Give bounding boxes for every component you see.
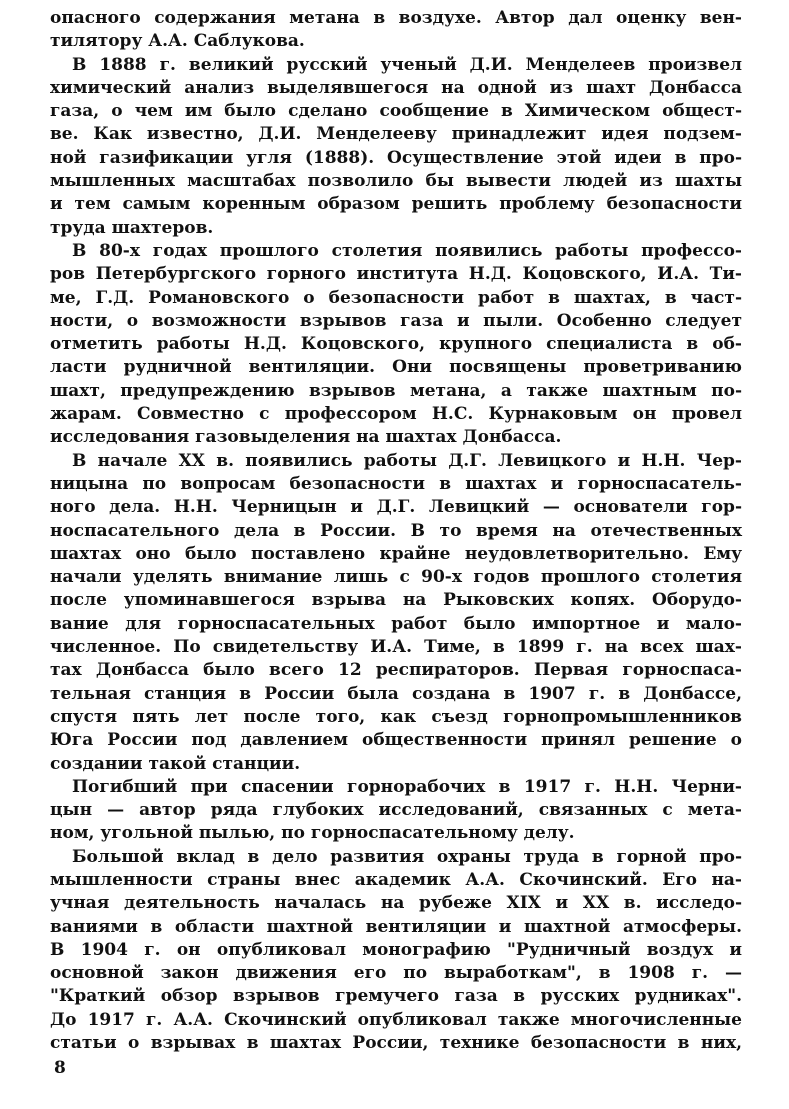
paragraph bbox=[50, 54, 742, 240]
text-line: носпасательного дела в России. В то время на отечественных bbox=[50, 520, 742, 541]
paragraph bbox=[50, 7, 742, 54]
text-line: отметить работы Н.Д. Коцовского, крупного специалиста в об- bbox=[50, 334, 742, 355]
text-line: ласти рудничной вентиляции. Они посвящены проветриванию bbox=[50, 357, 742, 378]
text-line: Большой вклад в дело развития охраны труда в горной про- bbox=[72, 846, 742, 867]
text-line: тилятору А.А. Саблукова. bbox=[50, 31, 305, 52]
text-line: ности, о возможности взрывов газа и пыли. Особенно следует bbox=[50, 310, 742, 331]
text-line: Погибший при спасении горнорабочих в 1917 г. Н.Н. Черни- bbox=[72, 776, 742, 797]
text-line: В 80-х годах прошлого столетия появились работы профессо- bbox=[72, 240, 742, 261]
text-line: шахт, предупреждению взрывов метана, а также шахтным по- bbox=[50, 380, 742, 401]
text-line: ном, угольной пылью, по горноспасательному делу. bbox=[50, 823, 575, 844]
text-line: после упоминавшегося взрыва на Рыковских копях. Оборудо- bbox=[50, 590, 742, 611]
text-line: цын — автор ряда глубоких исследований, связанных с мета- bbox=[50, 800, 742, 821]
text-line: В 1904 г. он опубликовал монографию "Рудничный воздух и bbox=[50, 939, 742, 960]
text-line: исследования газовыделения на шахтах Донбасса. bbox=[50, 427, 562, 448]
text-line: жарам. Совместно с профессором Н.С. Курнаковым он провел bbox=[50, 404, 742, 425]
text-line: "Краткий обзор взрывов гремучего газа в русских рудниках". bbox=[50, 986, 742, 1007]
text-line: ве. Как известно, Д.И. Менделееву принадлежит идея подзем- bbox=[50, 124, 742, 145]
text-line: шахтах оно было поставлено крайне неудовлетворительно. Ему bbox=[50, 543, 742, 564]
text-line: тах Донбасса было всего 12 респираторов. Первая горноспаса- bbox=[50, 660, 742, 681]
paragraph bbox=[50, 240, 742, 450]
text-line: опасного содержания метана в воздухе. Автор дал оценку вен- bbox=[50, 8, 742, 28]
paragraph bbox=[50, 846, 742, 1056]
text-line: численное. По свидетельству И.А. Тиме, в 1899 г. на всех шах- bbox=[50, 637, 742, 658]
text-line: и тем самым коренным образом решить проблему безопасности bbox=[50, 194, 742, 215]
text-line: учная деятельность началась на рубеже XIX и XX в. исследо- bbox=[50, 893, 742, 914]
text-line: мышленных масштабах позволило бы вывести людей из шахты bbox=[50, 171, 742, 192]
text-line: ров Петербургского горного института Н.Д. Коцовского, И.А. Ти- bbox=[50, 264, 742, 285]
page-body-text bbox=[50, 7, 742, 1055]
text-line: В начале XX в. появились работы Д.Г. Левицкого и Н.Н. Чер- bbox=[72, 450, 742, 471]
text-line: спустя пять лет после того, как съезд горнопромышленников bbox=[50, 706, 742, 727]
text-line: труда шахтеров. bbox=[50, 217, 214, 238]
text-line: вание для горноспасательных работ было импортное и мало- bbox=[50, 613, 742, 634]
text-line: ме, Г.Д. Романовского о безопасности работ в шахтах, в част- bbox=[50, 287, 742, 308]
text-line: мышленности страны внес академик А.А. Скочинский. Его на- bbox=[50, 869, 742, 890]
text-line: ваниями в области шахтной вентиляции и шахтной атмосферы. bbox=[50, 916, 742, 937]
text-line: Юга России под давлением общественности принял решение о bbox=[50, 730, 742, 751]
text-line: химический анализ выделявшегося на одной из шахт Донбасса bbox=[50, 77, 742, 98]
text-line: ного дела. Н.Н. Черницын и Д.Г. Левицкий — основатели гор- bbox=[50, 497, 742, 518]
text-line: начали уделять внимание лишь с 90-х годов прошлого столетия bbox=[50, 567, 742, 588]
text-line: статьи о взрывах в шахтах России, технике безопасности в них, bbox=[50, 1033, 742, 1054]
text-line: ной газификации угля (1888). Осуществление этой идеи в про- bbox=[50, 147, 742, 168]
text-line: В 1888 г. великий русский ученый Д.И. Менделеев произвел bbox=[72, 54, 742, 75]
text-line: ницына по вопросам безопасности в шахтах и горноспасатель- bbox=[50, 473, 742, 494]
text-line: основной закон движения его по выработкам", в 1908 г. — bbox=[50, 963, 742, 984]
text-line: До 1917 г. А.А. Скочинский опубликовал также многочисленные bbox=[50, 1009, 742, 1030]
text-line: газа, о чем им было сделано сообщение в Химическом общест- bbox=[50, 101, 742, 122]
text-line: тельная станция в России была создана в 1907 г. в Донбассе, bbox=[50, 683, 742, 704]
text-line: создании такой станции. bbox=[50, 753, 301, 774]
page-number: 8 bbox=[54, 1058, 66, 1078]
paragraph bbox=[50, 776, 742, 846]
paragraph bbox=[50, 450, 742, 776]
